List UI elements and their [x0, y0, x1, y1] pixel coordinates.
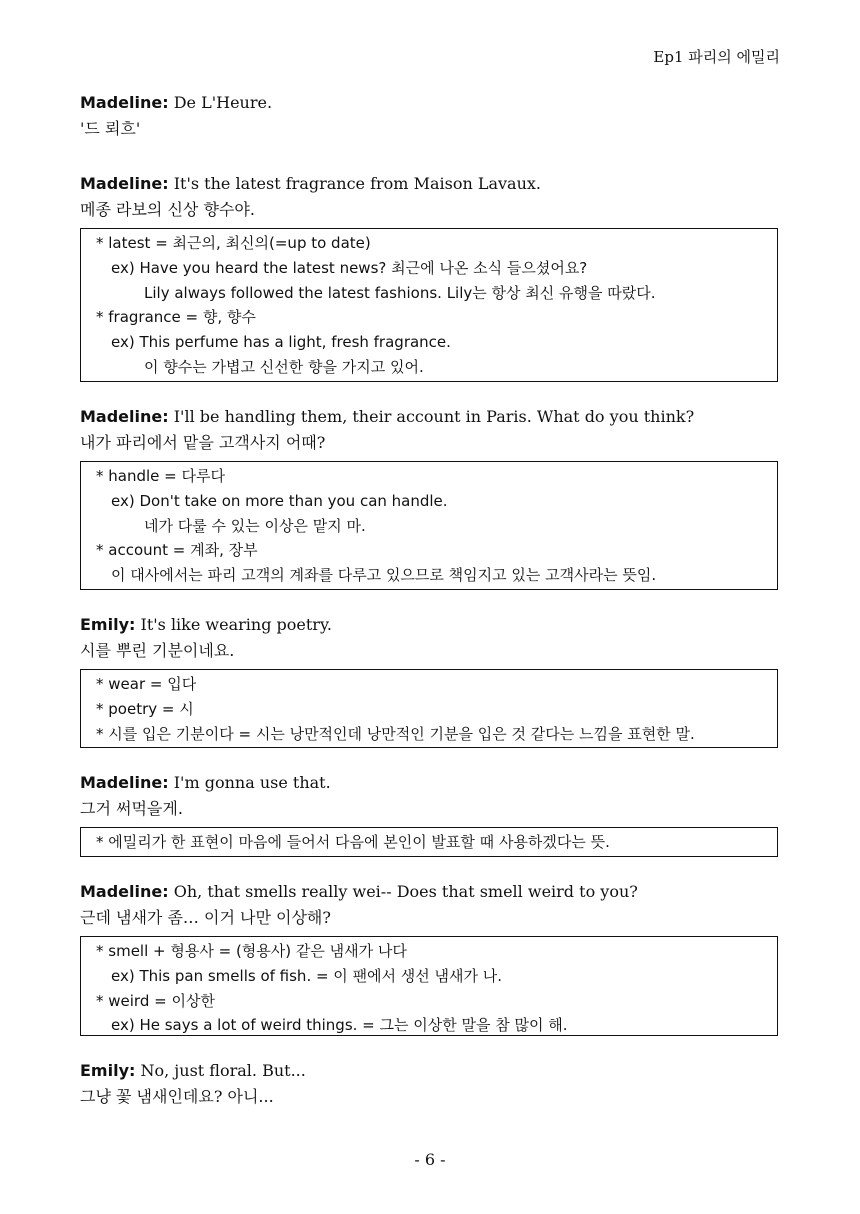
vocab-note-box	[80, 461, 778, 590]
page-number: - 6 -	[414, 1150, 446, 1169]
page-header-title: Ep1 파리의 에밀리	[653, 48, 780, 66]
korean-translation: '드 뢰흐'	[80, 119, 141, 138]
korean-translation: 내가 파리에서 맡을 고객사지 어때?	[80, 433, 326, 452]
note-line: * weird = 이상한	[96, 991, 215, 1010]
korean-translation: 메종 라보의 신상 향수야.	[80, 200, 255, 219]
note-line: ex) This pan smells of fish. = 이 팬에서 생선 냄새가 나.	[111, 966, 503, 985]
note-line: 이 대사에서는 파리 고객의 계좌를 다루고 있으므로 책임지고 있는 고객사라는 뜻임.	[111, 566, 657, 585]
dialogue-block	[80, 171, 780, 223]
note-line: * wear = 입다	[96, 675, 197, 693]
vocab-note-box	[80, 669, 778, 748]
vocab-note-box	[80, 228, 778, 382]
dialogue-block	[80, 770, 780, 822]
speaker-name: Madeline:	[80, 407, 169, 426]
english-line: I'm gonna use that.	[168, 773, 331, 792]
note-line: Lily always followed the latest fashions. Lily는 항상 최신 유행을 따랐다.	[144, 283, 656, 302]
note-line: * fragrance = 향, 향수	[96, 308, 256, 327]
dialogue-block	[80, 90, 780, 142]
speaker-name: Madeline:	[80, 773, 169, 792]
speaker-name: Madeline:	[80, 882, 169, 901]
dialogue-block	[80, 879, 780, 931]
note-line: * account = 계좌, 장부	[96, 541, 258, 560]
speaker-name: Emily:	[80, 615, 136, 634]
korean-translation: 그거 써먹을게.	[80, 799, 183, 818]
note-line: * handle = 다루다	[96, 467, 225, 485]
korean-translation: 시를 뿌린 기분이네요.	[80, 641, 235, 660]
dialogue-block	[80, 612, 780, 664]
english-line: De L'Heure.	[168, 93, 273, 112]
note-line: * 시를 입은 기분이다 = 시는 낭만적인데 낭만적인 기분을 입은 것 같다는 느낌을 표현한 말.	[96, 724, 695, 743]
note-line: * latest = 최근의, 최신의(=up to date)	[96, 234, 371, 252]
dialogue-block	[80, 1058, 780, 1110]
note-line: * 에밀리가 한 표현이 마음에 들어서 다음에 본인이 발표할 때 사용하겠다는 뜻.	[96, 833, 610, 851]
vocab-note-box	[80, 936, 778, 1036]
english-line: I'll be handling them, their account in Paris. What do you think?	[168, 407, 695, 426]
note-line: * smell + 형용사 = (형용사) 같은 냄새가 나다	[96, 942, 407, 960]
korean-translation: 그냥 꽃 냄새인데요? 아니...	[80, 1087, 274, 1106]
english-line: Oh, that smells really wei-- Does that smell weird to you?	[168, 882, 638, 901]
note-line: ex) Have you heard the latest news? 최근에 나온 소식 들으셨어요?	[111, 258, 588, 277]
note-line: 네가 다룰 수 있는 이상은 맡지 마.	[144, 516, 366, 535]
english-line: It's the latest fragrance from Maison Lavaux.	[168, 174, 541, 193]
note-line: ex) Don't take on more than you can handle.	[111, 491, 448, 510]
note-line: * poetry = 시	[96, 699, 194, 718]
vocab-note-box	[80, 827, 778, 857]
note-line: ex) This perfume has a light, fresh fragrance.	[111, 333, 451, 352]
korean-translation: 근데 냄새가 좀… 이거 나만 이상해?	[80, 908, 331, 927]
english-line: It's like wearing poetry.	[135, 615, 332, 634]
speaker-name: Emily:	[80, 1061, 136, 1080]
english-line: No, just floral. But...	[135, 1061, 306, 1080]
speaker-name: Madeline:	[80, 174, 169, 193]
dialogue-block	[80, 404, 780, 456]
speaker-name: Madeline:	[80, 93, 169, 112]
note-line: ex) He says a lot of weird things. = 그는 이상한 말을 참 많이 해.	[111, 1016, 568, 1035]
note-line: 이 향수는 가볍고 신선한 향을 가지고 있어.	[144, 357, 424, 376]
